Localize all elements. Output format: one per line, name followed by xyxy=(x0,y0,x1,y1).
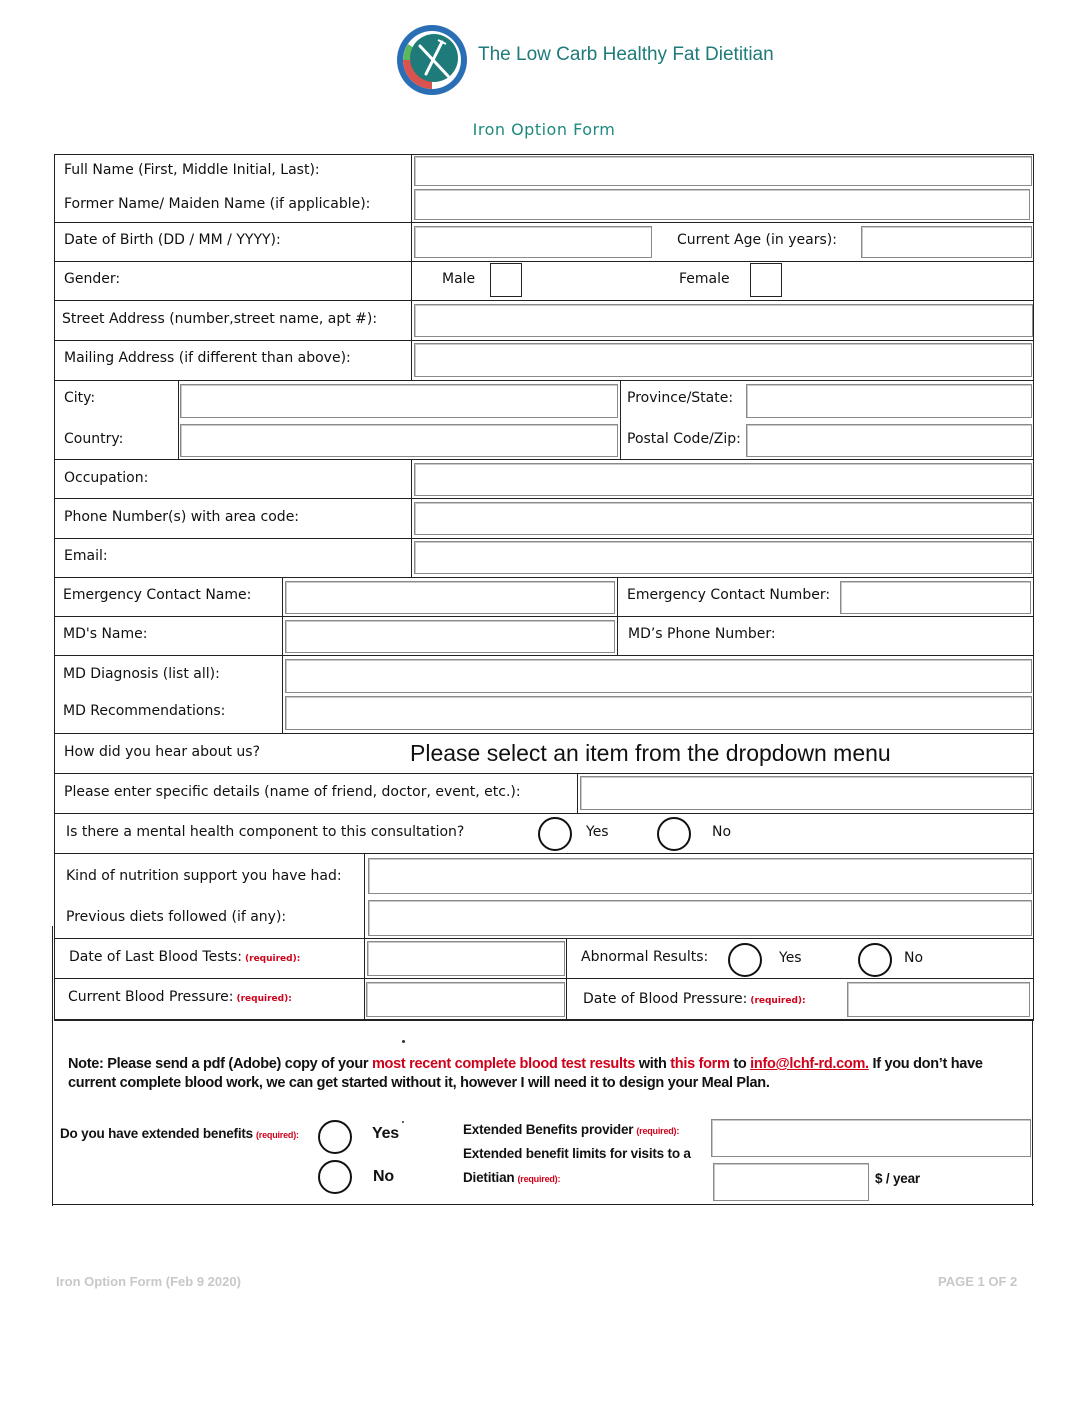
previous-diets-input[interactable] xyxy=(368,900,1032,936)
hear-about-dropdown[interactable]: Please select an item from the dropdown menu xyxy=(410,740,891,766)
required-marker: (required): xyxy=(750,996,806,1006)
note-highlight: this form xyxy=(670,1056,730,1072)
footer-page-number: PAGE 1 OF 2 xyxy=(938,1274,1018,1289)
date-bp-label: Date of Blood Pressure: (required): xyxy=(583,991,806,1007)
street-address-label: Street Address (number,street name, apt #): xyxy=(62,311,378,327)
occupation-input[interactable] xyxy=(414,463,1032,496)
required-marker: (required): xyxy=(517,1174,561,1184)
benefit-limits-label: Extended benefit limits for visits to a xyxy=(463,1146,691,1161)
md-phone-label: MD’s Phone Number: xyxy=(628,626,776,642)
current-bp-input[interactable] xyxy=(366,982,565,1017)
form-title: Iron Option Form xyxy=(472,120,616,139)
female-label: Female xyxy=(679,271,730,287)
benefits-provider-label: Extended Benefits provider (required): xyxy=(463,1122,680,1137)
abnormal-results-label: Abnormal Results: xyxy=(581,949,709,965)
country-label: Country: xyxy=(64,431,124,447)
specific-details-label: Please enter specific details (name of friend, doctor, event, etc.): xyxy=(64,784,521,800)
postal-code-label: Postal Code/Zip: xyxy=(627,431,741,447)
benefits-provider-input[interactable] xyxy=(711,1119,1031,1157)
abnormal-yes-radio[interactable] xyxy=(728,943,762,977)
benefits-no-label: No xyxy=(373,1168,394,1185)
dietitian-logo xyxy=(396,24,468,96)
email-link[interactable]: info@lchf-rd.com. xyxy=(750,1056,869,1072)
email-input[interactable] xyxy=(414,541,1032,574)
current-age-input[interactable] xyxy=(861,226,1032,258)
benefits-yes-radio[interactable] xyxy=(318,1120,352,1154)
note-highlight: most recent complete blood test results xyxy=(371,1056,636,1072)
emergency-name-input[interactable] xyxy=(285,581,615,614)
male-label: Male xyxy=(442,271,476,287)
benefits-yes-label: Yes xyxy=(372,1125,399,1142)
extended-benefits-label: Do you have extended benefits (required): xyxy=(60,1126,299,1141)
required-marker: (required): xyxy=(636,1126,680,1136)
former-name-input[interactable] xyxy=(414,189,1030,220)
hear-about-label: How did you hear about us? xyxy=(64,744,260,760)
required-marker: (required): xyxy=(236,994,292,1004)
footer-form-version: Iron Option Form (Feb 9 2020) xyxy=(56,1274,241,1289)
abnormal-no-label: No xyxy=(904,950,924,966)
city-input[interactable] xyxy=(180,384,618,418)
mental-health-label: Is there a mental health component to this consultation? xyxy=(66,824,465,840)
specific-details-input[interactable] xyxy=(580,776,1032,810)
mailing-address-label: Mailing Address (if different than above): xyxy=(64,350,351,366)
mailing-address-input[interactable] xyxy=(414,343,1032,377)
dob-label: Date of Birth (DD / MM / YYYY): xyxy=(64,232,281,248)
previous-diets-label: Previous diets followed (if any): xyxy=(66,909,287,925)
nutrition-support-label: Kind of nutrition support you have had: xyxy=(66,868,342,884)
last-blood-tests-label: Date of Last Blood Tests: (required): xyxy=(69,949,301,965)
md-diagnosis-input[interactable] xyxy=(285,659,1032,693)
brand-name: The Low Carb Healthy Fat Dietitian xyxy=(478,44,774,65)
md-recommendations-label: MD Recommendations: xyxy=(63,703,226,719)
emergency-name-label: Emergency Contact Name: xyxy=(63,587,252,603)
benefit-limits-input[interactable] xyxy=(713,1163,869,1201)
mental-health-no-radio[interactable] xyxy=(657,817,691,851)
blood-test-note xyxy=(68,1055,1018,1093)
abnormal-yes-label: Yes xyxy=(779,950,802,966)
mental-health-yes-radio[interactable] xyxy=(538,817,572,851)
province-label: Province/State: xyxy=(627,390,734,406)
dob-input[interactable] xyxy=(414,226,652,258)
current-age-label: Current Age (in years): xyxy=(677,232,837,248)
per-year-label: $ / year xyxy=(875,1171,920,1186)
md-recommendations-input[interactable] xyxy=(285,696,1032,730)
current-bp-label: Current Blood Pressure: (required): xyxy=(68,989,292,1005)
md-diagnosis-label: MD Diagnosis (list all): xyxy=(63,666,220,682)
country-input[interactable] xyxy=(180,424,618,457)
benefits-no-radio[interactable] xyxy=(318,1160,352,1194)
street-address-input[interactable] xyxy=(414,304,1033,337)
benefit-limits-label-cont: Dietitian (required): xyxy=(463,1170,561,1185)
note-prefix: Note: xyxy=(68,1056,104,1072)
female-checkbox[interactable] xyxy=(750,263,782,297)
full-name-label: Full Name (First, Middle Initial, Last): xyxy=(64,162,320,178)
full-name-input[interactable] xyxy=(414,156,1032,186)
email-label: Email: xyxy=(64,548,108,564)
emergency-number-label: Emergency Contact Number: xyxy=(627,587,831,603)
required-marker: (required): xyxy=(256,1130,299,1140)
mental-health-no-label: No xyxy=(712,824,732,840)
emergency-number-input[interactable] xyxy=(840,581,1031,614)
former-name-label: Former Name/ Maiden Name (if applicable): xyxy=(64,196,371,212)
postal-code-input[interactable] xyxy=(746,424,1032,457)
nutrition-support-input[interactable] xyxy=(368,858,1032,894)
note-text: If you don’t have current complete blood work, we can get started without it, however I will need it to design your Meal Plan. xyxy=(68,1056,983,1091)
last-blood-tests-input[interactable] xyxy=(367,941,565,976)
city-label: City: xyxy=(64,390,96,406)
province-input[interactable] xyxy=(746,384,1032,418)
md-name-input[interactable] xyxy=(285,620,615,653)
mental-health-yes-label: Yes xyxy=(586,824,609,840)
required-marker: (required): xyxy=(245,954,301,964)
md-name-label: MD's Name: xyxy=(63,626,148,642)
note-text: to xyxy=(729,1056,751,1072)
date-bp-input[interactable] xyxy=(847,982,1030,1017)
occupation-label: Occupation: xyxy=(64,470,149,486)
phone-input[interactable] xyxy=(414,502,1032,535)
note-text: with xyxy=(635,1056,671,1072)
note-text: Please send a pdf (Adobe) copy of your xyxy=(103,1056,372,1072)
gender-label: Gender: xyxy=(64,271,121,287)
abnormal-no-radio[interactable] xyxy=(858,943,892,977)
male-checkbox[interactable] xyxy=(490,263,522,297)
phone-label: Phone Number(s) with area code: xyxy=(64,509,300,525)
